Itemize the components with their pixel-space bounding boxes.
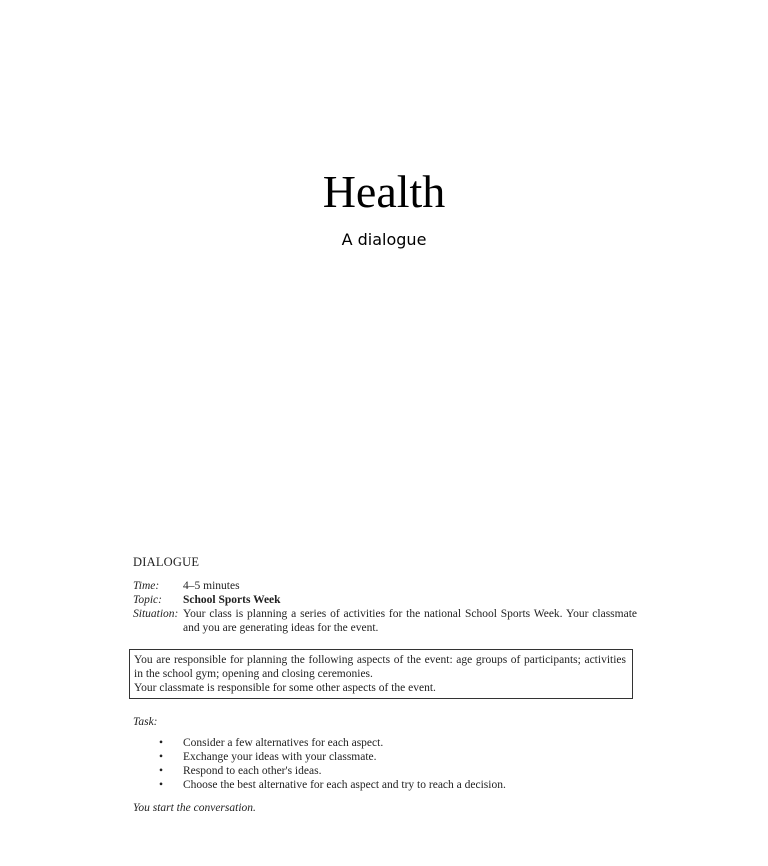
task-text: Exchange your ideas with your classmate.	[183, 751, 377, 763]
task-item	[159, 764, 637, 778]
bullet-icon: •	[159, 751, 164, 763]
meta-label: Topic:	[133, 594, 162, 606]
box-line: Your classmate is responsible for some other aspects of the event.	[134, 682, 436, 694]
meta-value: School Sports Week	[183, 594, 281, 606]
task-list	[133, 736, 637, 792]
meta-row-time	[133, 579, 637, 593]
dialogue-task-card	[133, 555, 637, 815]
page-title: Health	[322, 166, 446, 217]
task-text: Consider a few alternatives for each aspect.	[183, 737, 384, 749]
meta-label: Time:	[133, 580, 160, 592]
bullet-icon: •	[159, 779, 164, 791]
meta-value: 4–5 minutes	[183, 580, 240, 592]
bullet-icon: •	[159, 737, 164, 749]
meta-value: Your class is planning a series of activities for the national School Sports Week. Your classmate and you are generating ideas for the event.	[183, 608, 637, 634]
responsibility-box	[129, 649, 633, 699]
task-item	[159, 778, 637, 792]
section-heading: DIALOGUE	[133, 555, 200, 569]
task-text: Choose the best alternative for each aspect and try to reach a decision.	[183, 779, 506, 791]
box-line: You are responsible for planning the following aspects of the event: age groups of participants; activities in the school gym; opening and closing ceremonies.	[134, 654, 626, 680]
meta-row-situation	[133, 607, 637, 635]
closing-instruction: You start the conversation.	[133, 802, 256, 814]
task-item	[159, 750, 637, 764]
page-subtitle: A dialogue	[341, 230, 427, 249]
task-text: Respond to each other's ideas.	[183, 765, 322, 777]
meta-label: Situation:	[133, 608, 179, 620]
task-label: Task:	[133, 716, 158, 728]
bullet-icon: •	[159, 765, 164, 777]
task-item	[159, 736, 637, 750]
meta-row-topic	[133, 593, 637, 607]
